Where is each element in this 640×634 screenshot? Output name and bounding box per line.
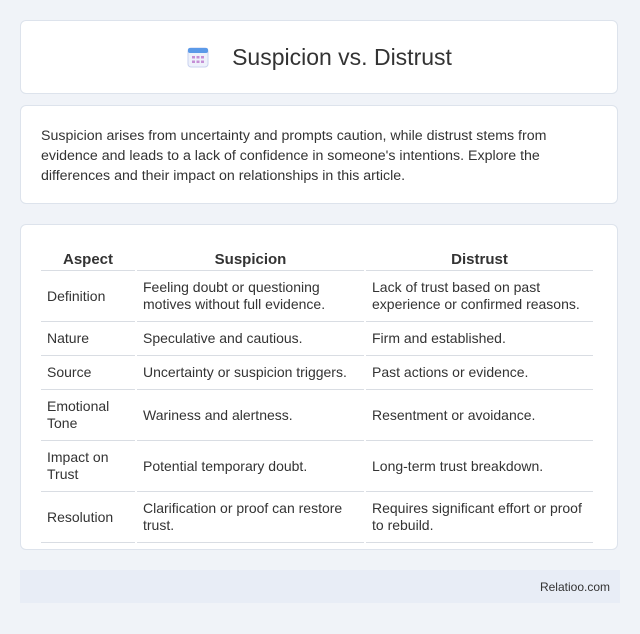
cell-aspect: Source (41, 356, 135, 390)
cell-aspect: Impact on Trust (41, 441, 135, 492)
footer-brand: Relatioo.com (539, 579, 610, 594)
table-row (41, 441, 593, 492)
calendar-icon (186, 45, 210, 69)
cell-suspicion: Clarification or proof can restore trust. (137, 492, 364, 543)
comparison-table (39, 246, 595, 543)
cell-aspect: Definition (41, 271, 135, 322)
header-suspicion: Suspicion (137, 246, 364, 271)
cell-distrust: Resentment or avoidance. (366, 390, 593, 441)
table-row (41, 322, 593, 356)
header-aspect: Aspect (41, 246, 135, 271)
intro-card (20, 105, 618, 204)
cell-suspicion: Speculative and cautious. (137, 322, 364, 356)
cell-distrust: Past actions or evidence. (366, 356, 593, 390)
table-card (20, 224, 618, 550)
table-row (41, 356, 593, 390)
cell-suspicion: Potential temporary doubt. (137, 441, 364, 492)
cell-suspicion: Wariness and alertness. (137, 390, 364, 441)
title-card (20, 20, 618, 94)
table-row (41, 492, 593, 543)
footer (20, 570, 620, 603)
cell-aspect: Nature (41, 322, 135, 356)
table-row (41, 271, 593, 322)
header-distrust: Distrust (366, 246, 593, 271)
cell-distrust: Firm and established. (366, 322, 593, 356)
cell-suspicion: Feeling doubt or questioning motives without full evidence. (137, 271, 364, 322)
intro-text: Suspicion arises from uncertainty and prompts caution, while distrust stems from evidence and leads to a lack of confidence in someone's intentions. Explore the differences and their impact on relationships in this article. (41, 128, 547, 184)
cell-distrust: Long-term trust breakdown. (366, 441, 593, 492)
table-row (41, 390, 593, 441)
cell-distrust: Requires significant effort or proof to rebuild. (366, 492, 593, 543)
cell-suspicion: Uncertainty or suspicion triggers. (137, 356, 364, 390)
table-header-row (41, 246, 593, 271)
page-title: Suspicion vs. Distrust (232, 43, 452, 70)
cell-distrust: Lack of trust based on past experience or confirmed reasons. (366, 271, 593, 322)
cell-aspect: Resolution (41, 492, 135, 543)
cell-aspect: Emotional Tone (41, 390, 135, 441)
